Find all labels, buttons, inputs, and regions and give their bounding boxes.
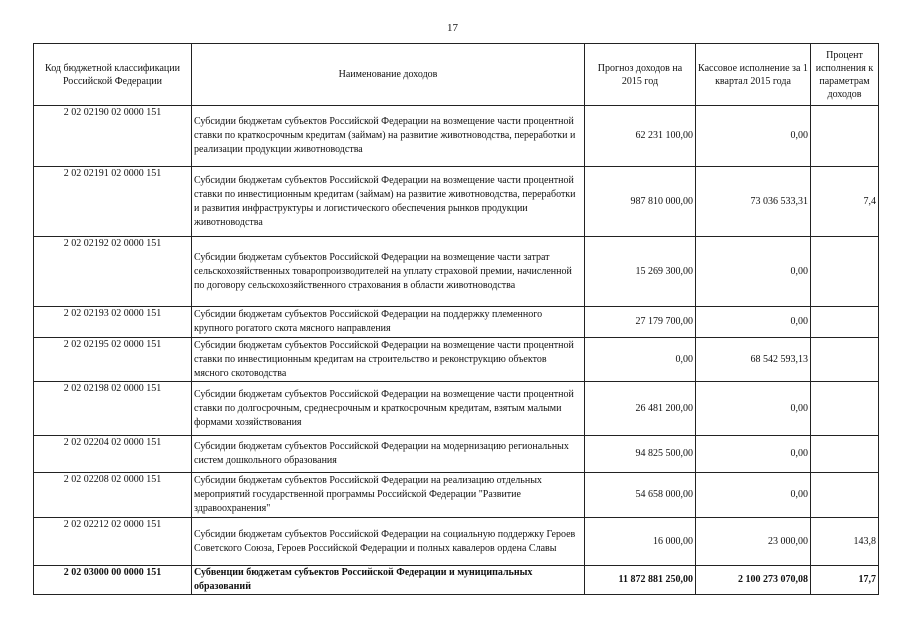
percent-cell: [811, 382, 879, 436]
code-cell: 2 02 03000 00 0000 151: [34, 566, 192, 595]
name-cell: Субвенции бюджетам субъектов Российской Федерации и муниципальных образований: [192, 566, 585, 595]
actual-cell: 0,00: [696, 473, 811, 518]
forecast-cell: 16 000,00: [585, 518, 696, 566]
code-cell: 2 02 02193 02 0000 151: [34, 307, 192, 338]
percent-cell: 7,4: [811, 167, 879, 237]
table-row: [34, 106, 879, 167]
percent-cell: [811, 473, 879, 518]
forecast-cell: 26 481 200,00: [585, 382, 696, 436]
table-row: [34, 566, 879, 595]
name-cell: Субсидии бюджетам субъектов Российской Федерации на возмещение части затрат сельскохозяйственных товаропроизводителей на уплату страховой премии, начисленной по договору сельскохозяйственного страхования в области животноводства: [192, 237, 585, 307]
code-cell: 2 02 02208 02 0000 151: [34, 473, 192, 518]
name-cell: Субсидии бюджетам субъектов Российской Федерации на возмещение части процентной ставки по инвестиционным кредитам (займам) на развитие животноводства, переработки и развития инфраструктуры и логистического обеспечения рынков продукции животноводства: [192, 167, 585, 237]
name-cell: Субсидии бюджетам субъектов Российской Федерации на социальную поддержку Героев Советского Союза, Героев Российской Федерации и полных кавалеров ордена Славы: [192, 518, 585, 566]
forecast-cell: 987 810 000,00: [585, 167, 696, 237]
name-cell: Субсидии бюджетам субъектов Российской Федерации на возмещение части процентной ставки по краткосрочным кредитам (займам) на развитие животноводства, переработки и реализации продукции животноводства: [192, 106, 585, 167]
code-cell: 2 02 02190 02 0000 151: [34, 106, 192, 167]
name-cell: Субсидии бюджетам субъектов Российской Федерации на возмещение части процентной ставки по долгосрочным, среднесрочным и краткосрочным кредитам, взятым малыми формами хозяйствования: [192, 382, 585, 436]
forecast-cell: 0,00: [585, 338, 696, 382]
forecast-cell: 94 825 500,00: [585, 436, 696, 473]
code-cell: 2 02 02198 02 0000 151: [34, 382, 192, 436]
header-code: Код бюджетной классификации Российской Федерации: [34, 44, 192, 106]
table-row: [34, 436, 879, 473]
table-header-row: [34, 44, 879, 106]
forecast-cell: 15 269 300,00: [585, 237, 696, 307]
forecast-cell: 54 658 000,00: [585, 473, 696, 518]
code-cell: 2 02 02204 02 0000 151: [34, 436, 192, 473]
forecast-cell: 11 872 881 250,00: [585, 566, 696, 595]
name-cell: Субсидии бюджетам субъектов Российской Федерации на модернизацию региональных систем дошкольного образования: [192, 436, 585, 473]
actual-cell: 0,00: [696, 237, 811, 307]
header-name: Наименование доходов: [192, 44, 585, 106]
code-cell: 2 02 02212 02 0000 151: [34, 518, 192, 566]
table-row: [34, 518, 879, 566]
name-cell: Субсидии бюджетам субъектов Российской Федерации на реализацию отдельных мероприятий государственной программы Российской Федерации "Развитие здравоохранения": [192, 473, 585, 518]
forecast-cell: 27 179 700,00: [585, 307, 696, 338]
percent-cell: [811, 307, 879, 338]
actual-cell: 73 036 533,31: [696, 167, 811, 237]
table-row: [34, 237, 879, 307]
header-actual: Кассовое исполнение за 1 квартал 2015 года: [696, 44, 811, 106]
table-row: [34, 473, 879, 518]
percent-cell: [811, 106, 879, 167]
name-cell: Субсидии бюджетам субъектов Российской Федерации на поддержку племенного крупного рогатого скота мясного направления: [192, 307, 585, 338]
header-percent: Процент исполнения к параметрам доходов: [811, 44, 879, 106]
actual-cell: 0,00: [696, 106, 811, 167]
header-forecast: Прогноз доходов на 2015 год: [585, 44, 696, 106]
page-number: 17: [447, 22, 458, 34]
table-row: [34, 167, 879, 237]
table-row: [34, 307, 879, 338]
actual-cell: 0,00: [696, 307, 811, 338]
forecast-cell: 62 231 100,00: [585, 106, 696, 167]
code-cell: 2 02 02191 02 0000 151: [34, 167, 192, 237]
actual-cell: 68 542 593,13: [696, 338, 811, 382]
percent-cell: 17,7: [811, 566, 879, 595]
percent-cell: [811, 436, 879, 473]
percent-cell: [811, 338, 879, 382]
code-cell: 2 02 02195 02 0000 151: [34, 338, 192, 382]
percent-cell: 143,8: [811, 518, 879, 566]
table-row: [34, 338, 879, 382]
name-cell: Субсидии бюджетам субъектов Российской Федерации на возмещение части процентной ставки по инвестиционным кредитам на строительство и реконструкцию объектов мясного скотоводства: [192, 338, 585, 382]
percent-cell: [811, 237, 879, 307]
actual-cell: 23 000,00: [696, 518, 811, 566]
actual-cell: 2 100 273 070,08: [696, 566, 811, 595]
actual-cell: 0,00: [696, 382, 811, 436]
table-row: [34, 382, 879, 436]
actual-cell: 0,00: [696, 436, 811, 473]
revenue-table: [33, 43, 879, 595]
code-cell: 2 02 02192 02 0000 151: [34, 237, 192, 307]
